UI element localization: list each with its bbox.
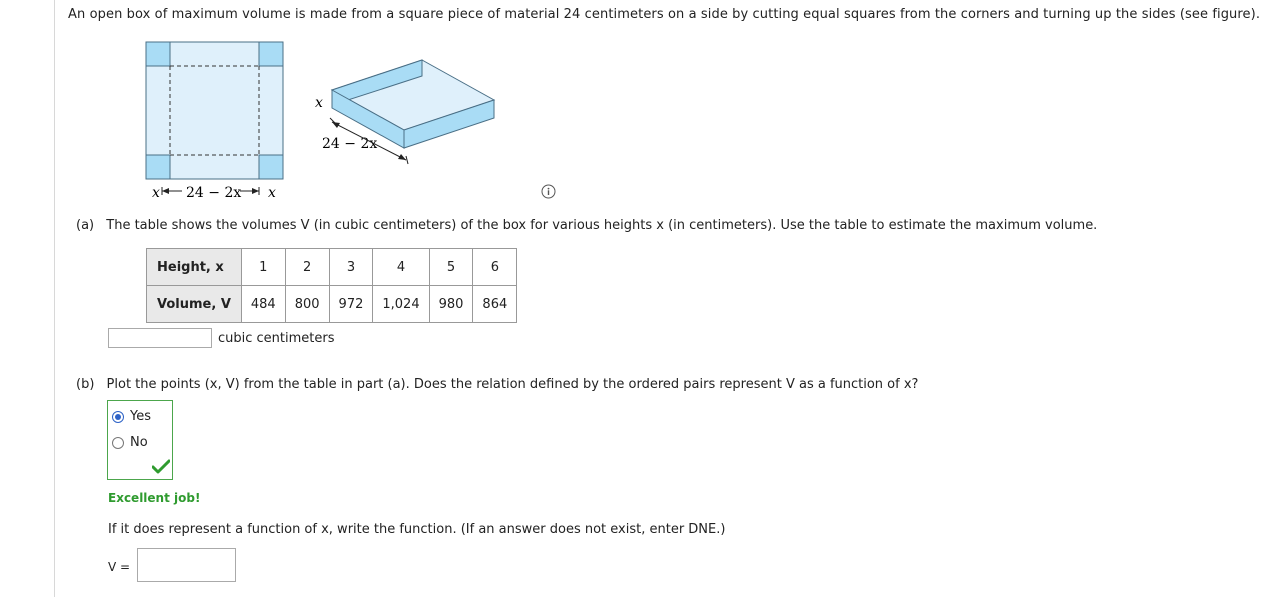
- option-yes[interactable]: [112, 409, 151, 424]
- radio-no[interactable]: [112, 437, 124, 449]
- corner-square-tl: [146, 42, 170, 66]
- height-cell: 5: [429, 249, 473, 286]
- part-a-label: (a): [76, 218, 95, 233]
- function-input[interactable]: [137, 548, 236, 582]
- corner-square-tr: [259, 42, 283, 66]
- corner-square-bl: [146, 155, 170, 179]
- part-a-prompt: [76, 218, 1097, 233]
- max-volume-input[interactable]: [108, 328, 212, 348]
- table-row-volume: [147, 286, 517, 323]
- volume-unit-label: cubic centimeters: [218, 331, 335, 346]
- radio-yes[interactable]: [112, 411, 124, 423]
- option-no-label: No: [130, 435, 148, 450]
- height-cell: 4: [373, 249, 429, 286]
- info-icon[interactable]: [541, 184, 556, 199]
- volume-cell: 1,024: [373, 286, 429, 323]
- option-yes-label: Yes: [130, 409, 151, 424]
- volume-table: [146, 248, 517, 323]
- v-equals-label: V =: [108, 560, 131, 574]
- left-margin-rule: [54, 0, 55, 597]
- box-width-label: 24 − 2x: [322, 136, 378, 152]
- part-a-text: The table shows the volumes V (in cubic centimeters) of the box for various heights x (in centimeters). Use the table to estimate the maximum volume.: [106, 218, 1098, 233]
- volume-header: Volume, V: [147, 286, 242, 323]
- box-figure-svg: [140, 36, 520, 206]
- height-cell: 3: [329, 249, 373, 286]
- checkmark-icon: [152, 459, 170, 474]
- part-b-text: Plot the points (x, V) from the table in part (a). Does the relation defined by the ordered pairs represent V as a function of x?: [106, 377, 919, 392]
- part-b-prompt: [76, 377, 918, 392]
- function-answer-group: [107, 400, 173, 480]
- box-height-label: x: [315, 95, 323, 111]
- problem-intro: An open box of maximum volume is made from a square piece of material 24 centimeters on a side by cutting equal squares from the corners and turning up the sides (see figure).: [68, 7, 1261, 22]
- volume-cell: 484: [241, 286, 285, 323]
- volume-cell: 972: [329, 286, 373, 323]
- height-header: Height, x: [147, 249, 242, 286]
- height-cell: 2: [285, 249, 329, 286]
- part-b-label: (b): [76, 377, 95, 392]
- height-cell: 1: [241, 249, 285, 286]
- option-no[interactable]: [112, 435, 148, 450]
- corner-square-br: [259, 155, 283, 179]
- volume-cell: 980: [429, 286, 473, 323]
- feedback-message: Excellent job!: [108, 491, 201, 505]
- bottom-x-right-label: x: [268, 185, 276, 201]
- function-instruction: If it does represent a function of x, write the function. (If an answer does not exist, enter DNE.): [108, 522, 726, 537]
- box-figure: [140, 36, 520, 206]
- height-cell: 6: [473, 249, 517, 286]
- volume-cell: 800: [285, 286, 329, 323]
- bottom-middle-label: 24 − 2x: [186, 185, 242, 201]
- table-row-height: [147, 249, 517, 286]
- volume-cell: 864: [473, 286, 517, 323]
- bottom-x-left-label: x: [152, 185, 160, 201]
